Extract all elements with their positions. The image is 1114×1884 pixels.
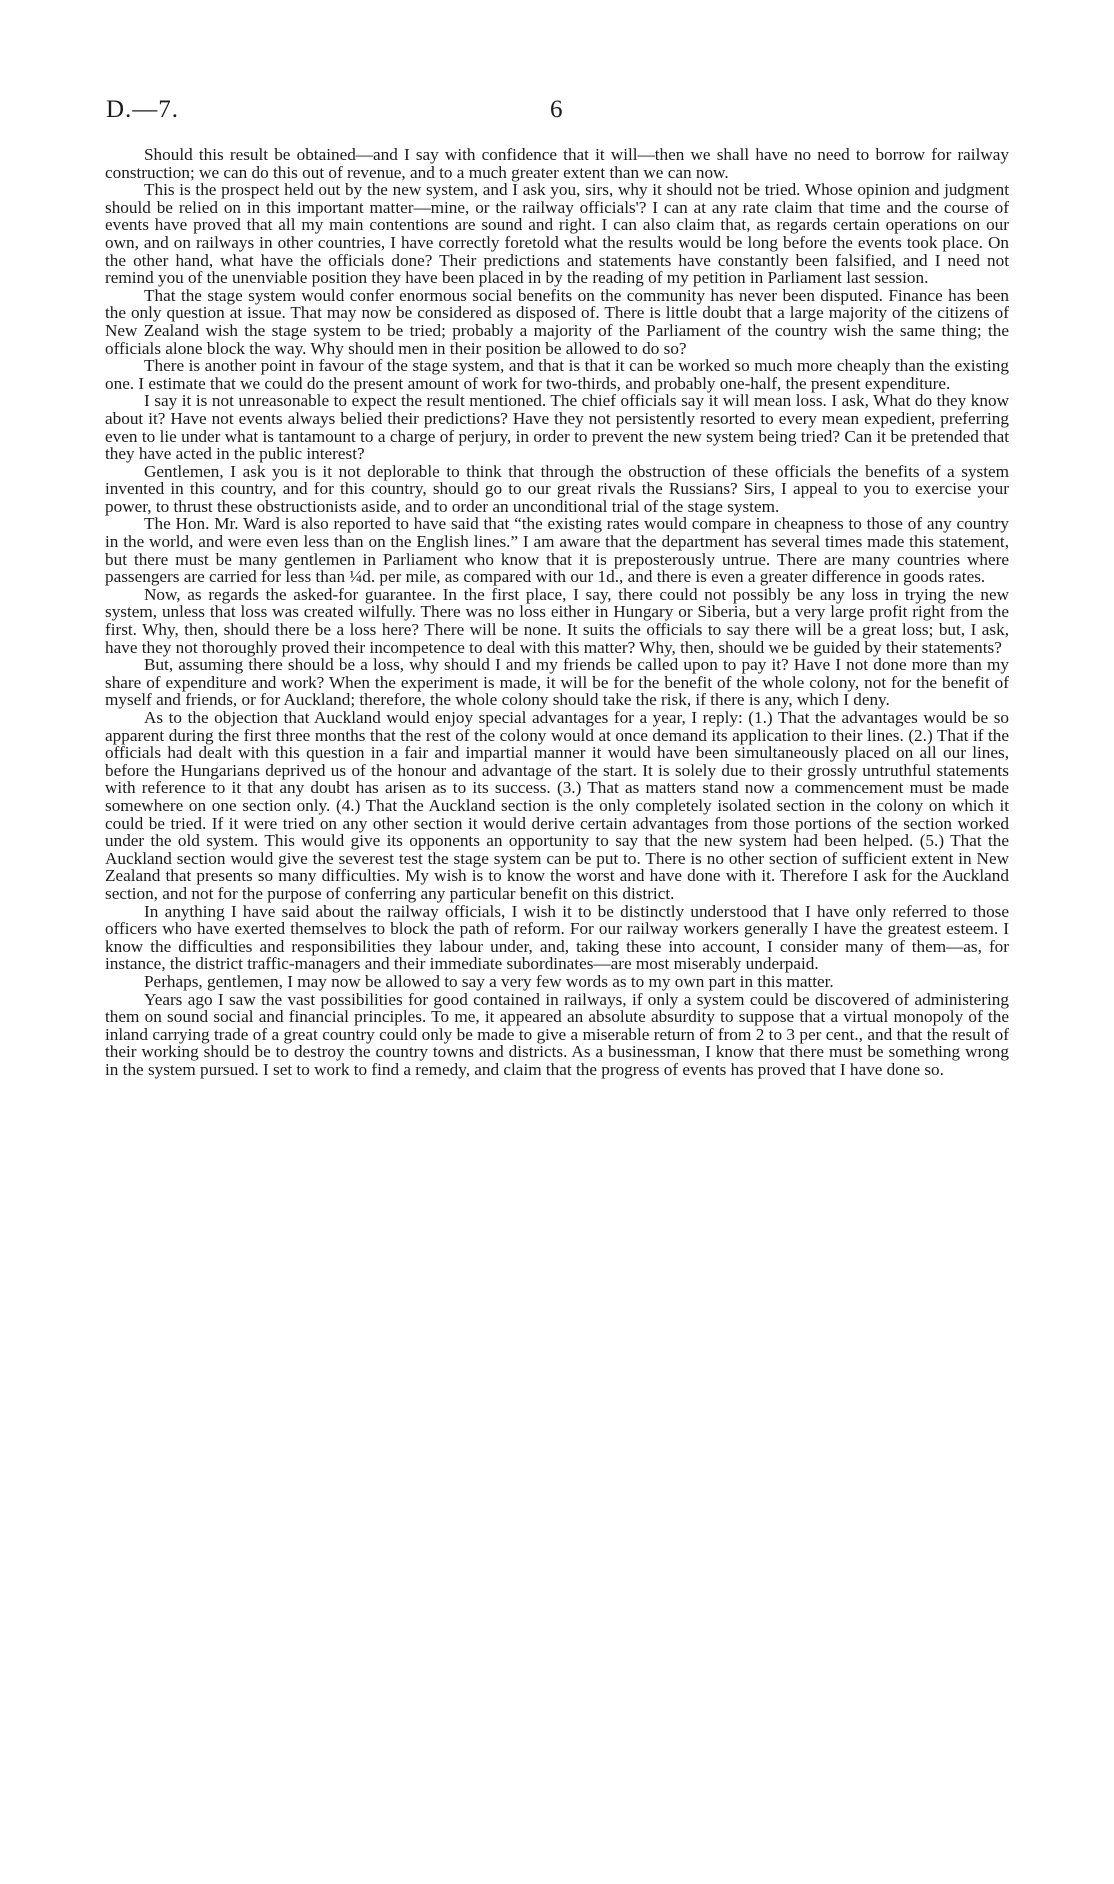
paragraph-9: But, assuming there should be a loss, why should I and my friends be called upon to pay it? Have I not done more than my share of expenditure and work? When the experiment is made, it will be for the benefit of the whole colony, not for the benefit of myself and friends, or for Auckland; therefore, the whole colony should take the risk, if there is any, which I deny.	[105, 655, 1009, 710]
paragraph-10: As to the objection that Auckland would enjoy special advantages for a year, I reply: (1.) That the advantages would be so apparent during the first three months that the rest of the colony would at once demand its application to their lines. (2.) That if the officials had dealt with this question in a fair and impartial manner it would have been simultaneously placed on all our lines, before the Hungarians deprived us of the honour and advantage of the start. It is solely due to their grossly untruthful statements with reference to it that any doubt has arisen as to its success. (3.) That as matters stand now a commencement must be made somewhere on one section only. (4.) That the Auckland section is the only completely isolated section in the colony on which it could be tried. If it were tried on any other section it would derive certain advantages from those portions of the section worked under the old system. This would give its opponents an opportunity to say that the new system had been helped. (5.) That the Auckland section would give the severest test the stage system can be put to. There is no other section of sufficient extent in New Zealand that presents so many difficulties. My wish is to know the worst and have done with it. Therefore I ask for the Auckland section, and not for the purpose of conferring any particular benefit on this district.	[105, 708, 1009, 903]
paragraph-13: Years ago I saw the vast possibilities for good contained in railways, if only a system could be discovered of administering them on sound social and financial principles. To me, it appeared an absolute absurdity to suppose that a virtual monopoly of the inland carrying trade of a great country could only be made to give a miserable return of from 2 to 3 per cent., and that the result of their working should be to destroy the country towns and districts. As a businessman, I know that there must be something wrong in the system pursued. I set to work to find a remedy, and claim that the progress of events has proved that I have done so.	[105, 989, 1009, 1079]
body-text	[105, 146, 1009, 1078]
paragraph-11: In anything I have said about the railway officials, I wish it to be distinctly understood that I have only referred to those officers who have exerted themselves to block the path of reform. For our railway workers generally I have the greatest esteem. I know the difficulties and responsibilities they labour under, and, taking these into account, I consider many of them—as, for instance, the district traffic-managers and their immediate subordinates—are most miserably underpaid.	[105, 901, 1009, 974]
paragraph-12: Perhaps, gentlemen, I may now be allowed to say a very few words as to my own part in this matter.	[144, 971, 834, 991]
page-number: 6	[550, 96, 563, 123]
paragraph-2: This is the prospect held out by the new system, and I ask you, sirs, why it should not be tried. Whose opinion and judgment should be relied on in this important matter—mine, or the railway officials'? I can at any rate claim that time and the course of events have proved that all my main contentions are sound and right. I can also claim that, as regards certain operations on our own, and on railways in other countries, I have correctly foretold what the results would be long before the events took place. On the other hand, what have the officials done? Their predictions and statements have constantly been falsified, and I need not remind you of the unenviable position they have been placed in by the reading of my petition in Parliament last session.	[105, 180, 1009, 288]
paragraph-8: Now, as regards the asked-for guarantee. In the first place, I say, there could not possibly be any loss in trying the new system, unless that loss was created wilfully. There was no loss either in Hungary or Siberia, but a very large profit right from the first. Why, then, should there be a loss here? There will be none. It suits the officials to say there will be a great loss; but, I ask, have they not thoroughly proved their incompetence to deal with this matter? Why, then, should we be guided by their statements?	[105, 584, 1009, 657]
paragraph-1: Should this result be obtained—and I say with confidence that it will—then we shall have no need to borrow for railway construction; we can do this out of revenue, and to a much greater extent than we can now.	[105, 145, 1009, 182]
document-reference: D.—7.	[106, 96, 180, 123]
paragraph-6: Gentlemen, I ask you is it not deplorable to think that through the obstruction of these officials the benefits of a system invented in this country, and for this country, should go to our great rivals the Russians? Sirs, I appeal to you to exercise your power, to thrust these obstructionists aside, and to order an unconditional trial of the stage system.	[105, 461, 1009, 516]
page-header	[106, 96, 1006, 126]
paragraph-4: There is another point in favour of the stage system, and that is that it can be worked so much more cheaply than the existing one. I estimate that we could do the present amount of work for two-thirds, and probably one-half, the present expenditure.	[105, 356, 1009, 393]
paragraph-5: I say it is not unreasonable to expect the result mentioned. The chief officials say it will mean loss. I ask, What do they know about it? Have not events always belied their predictions? Have they not persistently resorted to every mean expedient, preferring even to lie under what is tantamount to a charge of perjury, in order to prevent the new system being tried? Can it be pretended that they have acted in the public interest?	[105, 391, 1009, 464]
paragraph-7: The Hon. Mr. Ward is also reported to have said that “the existing rates would compare in cheapness to those of any country in the world, and were even less than on the English lines.” I am aware that the department has several times made this statement, but there must be many gentlemen in Parliament who know that it is preposterously untrue. There are many countries where passengers are carried for less than ¼d. per mile, as compared with our 1d., and there is even a greater difference in goods rates.	[105, 514, 1009, 587]
paragraph-3: That the stage system would confer enormous social benefits on the community has never been disputed. Finance has been the only question at issue. That may now be considered as disposed of. There is little doubt that a large majority of the citizens of New Zealand wish the stage system to be tried; probably a majority of the Parliament of the country wish the same thing; the officials alone block the way. Why should men in their position be allowed to do so?	[105, 285, 1009, 358]
